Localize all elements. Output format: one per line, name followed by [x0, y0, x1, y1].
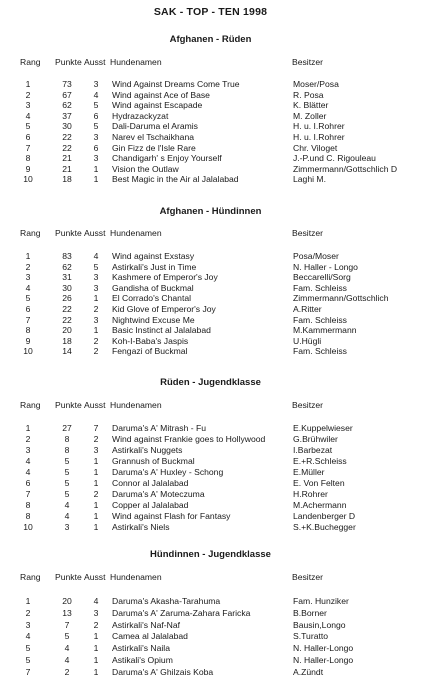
- table-row: [0, 596, 421, 607]
- cell-besitzer: S.Turatto: [293, 631, 329, 642]
- cell-besitzer: A.Zündt: [293, 666, 324, 677]
- cell-punkte: 4: [64, 643, 70, 654]
- cell-besitzer: Fam. Hunziker: [293, 596, 349, 606]
- section-title: Afghanen - Hündinnen: [159, 206, 262, 217]
- cell-besitzer: Zimmermann/Gottschlich: [293, 293, 389, 304]
- cell-besitzer: E. Von Felten: [293, 478, 345, 488]
- table-row: [0, 132, 421, 143]
- cell-besitzer: Fam. Schleiss: [293, 314, 347, 325]
- cell-name: Basic Instinct al Jalalabad: [112, 325, 211, 336]
- cell-ausst: 2: [93, 346, 99, 357]
- cell-besitzer: M.Achermann: [293, 500, 347, 510]
- header-punkte: Punkte: [55, 228, 82, 238]
- cell-name: Astirkali's Nuggets: [112, 445, 183, 455]
- cell-besitzer: H.Rohrer: [293, 489, 328, 499]
- cell-ausst: 3: [93, 607, 99, 618]
- cell-rang: 8: [25, 500, 31, 510]
- cell-ausst: 2: [93, 304, 99, 314]
- cell-punkte: 22: [62, 142, 72, 153]
- cell-rang: 9: [25, 335, 31, 346]
- table-row: [0, 153, 421, 164]
- header-ausst: Ausst: [84, 572, 106, 582]
- cell-ausst: 1: [93, 325, 99, 336]
- cell-name: Astirkali's Naf-Naf: [112, 619, 181, 630]
- cell-name: Narev el Tschaikhana: [112, 132, 195, 142]
- cell-ausst: 1: [93, 163, 99, 174]
- table-row: [0, 251, 421, 262]
- header-rang: Rang: [20, 400, 41, 410]
- table-row: [0, 325, 421, 336]
- cell-besitzer: Bausin,Longo: [293, 619, 346, 630]
- cell-punkte: 21: [62, 163, 72, 174]
- cell-name: Daruma's A' Zaruma-Zahara Faricka: [112, 607, 251, 618]
- cell-rang: 6: [25, 478, 31, 488]
- cell-name: Chandigarh' s Enjoy Yourself: [112, 153, 222, 164]
- cell-punkte: 13: [62, 607, 72, 618]
- table-row: [0, 346, 421, 357]
- cell-name: Vision the Outlaw: [112, 163, 179, 174]
- cell-rang: 2: [25, 434, 31, 444]
- cell-ausst: 5: [93, 121, 99, 132]
- header-punkte: Punkte: [55, 400, 82, 410]
- cell-punkte: 62: [62, 261, 72, 272]
- cell-rang: 7: [25, 666, 31, 677]
- cell-rang: 7: [25, 314, 31, 325]
- cell-besitzer: Posa/Moser: [293, 251, 339, 261]
- cell-ausst: 5: [93, 100, 99, 111]
- table-row: [0, 121, 421, 132]
- cell-punkte: 4: [64, 500, 70, 510]
- cell-ausst: 1: [93, 456, 99, 466]
- cell-name: Gandisha of Buckmal: [112, 282, 194, 293]
- header-name: Hundenamen: [110, 57, 162, 67]
- cell-rang: 10: [23, 174, 33, 185]
- cell-rang: 7: [25, 142, 31, 153]
- cell-name: Fengazi of Buckmal: [112, 346, 188, 357]
- cell-ausst: 4: [93, 89, 99, 100]
- cell-rang: 3: [25, 272, 31, 283]
- table-row: [0, 164, 421, 175]
- cell-besitzer: A.Ritter: [293, 304, 322, 314]
- cell-ausst: 1: [93, 643, 99, 654]
- cell-name: Wind against Ace of Base: [112, 89, 210, 100]
- cell-ausst: 3: [93, 282, 99, 293]
- cell-ausst: 1: [93, 522, 99, 532]
- section-title: Afghanen - Rüden: [169, 34, 252, 45]
- cell-ausst: 1: [93, 666, 99, 677]
- cell-punkte: 18: [62, 335, 72, 346]
- cell-besitzer: Zimmermann/Gottschlich D: [293, 163, 398, 174]
- section-title: Rüden - Jugendklasse: [160, 377, 261, 388]
- cell-ausst: 1: [93, 478, 99, 488]
- cell-punkte: 67: [62, 89, 72, 100]
- cell-name: Daruma's Akasha-Tarahuma: [112, 596, 221, 606]
- cell-besitzer: S.+K.Buchegger: [293, 522, 356, 532]
- table-row: [0, 174, 421, 185]
- header-rang: Rang: [20, 57, 41, 67]
- cell-name: Dali-Daruma el Aramis: [112, 121, 198, 132]
- cell-rang: 4: [25, 467, 31, 477]
- cell-besitzer: N. Haller-Longo: [293, 643, 354, 654]
- table-row: [0, 272, 421, 283]
- table-row: [0, 643, 421, 654]
- cell-rang: 3: [25, 619, 31, 630]
- cell-punkte: 73: [62, 79, 72, 89]
- cell-ausst: 4: [93, 251, 99, 261]
- cell-rang: 1: [25, 423, 31, 433]
- table-row: [0, 445, 421, 456]
- cell-punkte: 8: [64, 445, 70, 455]
- cell-ausst: 2: [93, 619, 99, 630]
- table-row: [0, 79, 421, 90]
- table-row: [0, 336, 421, 347]
- cell-besitzer: Beccarelli/Sorg: [293, 272, 351, 283]
- cell-name: Wind against Escapade: [112, 100, 203, 111]
- cell-ausst: 1: [93, 467, 99, 477]
- table-row: [0, 631, 421, 642]
- table-row: [0, 620, 421, 631]
- cell-punkte: 22: [62, 132, 72, 142]
- cell-besitzer: E.+R.Schleiss: [293, 456, 347, 466]
- cell-rang: 5: [25, 643, 31, 654]
- cell-ausst: 4: [93, 596, 99, 606]
- cell-besitzer: M. Zoller: [293, 110, 327, 121]
- cell-punkte: 3: [64, 522, 70, 532]
- cell-rang: 5: [25, 121, 31, 132]
- table-row: [0, 522, 421, 533]
- cell-ausst: 5: [93, 261, 99, 272]
- table-row: [0, 511, 421, 522]
- cell-besitzer: H. u. I.Rohrer: [293, 121, 345, 132]
- cell-punkte: 20: [62, 325, 72, 336]
- cell-besitzer: G.Brühwiler: [293, 434, 338, 444]
- table-row: [0, 100, 421, 111]
- cell-ausst: 6: [93, 142, 99, 153]
- cell-besitzer: I.Barbezat: [293, 445, 333, 455]
- cell-name: Wind against Frankie goes to Hollywood: [112, 434, 266, 444]
- cell-ausst: 3: [93, 445, 99, 455]
- cell-name: Hydrazackyzat: [112, 110, 169, 121]
- cell-name: Camea al Jalalabad: [112, 631, 188, 642]
- cell-punkte: 5: [64, 467, 70, 477]
- cell-punkte: 27: [62, 423, 72, 433]
- cell-punkte: 5: [64, 631, 70, 642]
- table-row: [0, 304, 421, 315]
- cell-rang: 5: [25, 293, 31, 304]
- table-row: [0, 655, 421, 666]
- cell-rang: 6: [25, 132, 31, 142]
- table-row: [0, 262, 421, 273]
- cell-ausst: 3: [93, 314, 99, 325]
- cell-name: Astikali's Opium: [112, 655, 173, 665]
- section-title: Hündinnen - Jugendklasse: [150, 549, 271, 560]
- cell-punkte: 22: [62, 304, 72, 314]
- cell-punkte: 4: [64, 655, 70, 665]
- cell-rang: 6: [25, 304, 31, 314]
- cell-ausst: 1: [93, 655, 99, 665]
- cell-besitzer: Moser/Posa: [293, 79, 339, 89]
- header-ausst: Ausst: [84, 400, 106, 410]
- cell-name: Daruma's A' Ghilzais Koba: [112, 666, 214, 677]
- cell-name: Copper al Jalalabad: [112, 500, 189, 510]
- cell-rang: 4: [25, 110, 31, 121]
- table-row: [0, 90, 421, 101]
- cell-rang: 2: [25, 607, 31, 618]
- cell-name: Best Magic in the Air al Jalalabad: [112, 174, 239, 185]
- cell-ausst: 2: [93, 335, 99, 346]
- cell-ausst: 2: [93, 489, 99, 499]
- cell-rang: 4: [25, 456, 31, 466]
- cell-ausst: 1: [93, 511, 99, 521]
- cell-ausst: 1: [93, 500, 99, 510]
- cell-punkte: 5: [64, 456, 70, 466]
- cell-ausst: 1: [93, 174, 99, 185]
- cell-punkte: 83: [62, 251, 72, 261]
- cell-name: Daruma's A' Mitrash - Fu: [112, 423, 207, 433]
- cell-punkte: 30: [62, 282, 72, 293]
- cell-rang: 2: [25, 261, 31, 272]
- cell-ausst: 6: [93, 110, 99, 121]
- cell-besitzer: M.Kammermann: [293, 325, 357, 336]
- cell-besitzer: E.Müller: [293, 467, 325, 477]
- cell-punkte: 37: [62, 110, 72, 121]
- cell-besitzer: N. Haller - Longo: [293, 261, 358, 272]
- page-title: SAK - TOP - TEN 1998: [153, 6, 268, 18]
- cell-ausst: 3: [93, 132, 99, 142]
- cell-rang: 10: [23, 346, 33, 357]
- cell-punkte: 7: [64, 619, 70, 630]
- table-header: [0, 57, 421, 68]
- cell-besitzer: J.-P.und C. Rigouleau: [293, 153, 376, 164]
- table-row: [0, 667, 421, 678]
- cell-name: Connor al Jalalabad: [112, 478, 189, 488]
- cell-ausst: 1: [93, 293, 99, 304]
- header-name: Hundenamen: [110, 228, 162, 238]
- table-header: [0, 400, 421, 411]
- header-punkte: Punkte: [55, 572, 82, 582]
- cell-besitzer: N. Haller-Longo: [293, 655, 354, 665]
- cell-besitzer: Chr. Viloget: [293, 142, 338, 153]
- table-header: [0, 228, 421, 239]
- header-ausst: Ausst: [84, 228, 106, 238]
- cell-punkte: 8: [64, 434, 70, 444]
- cell-punkte: 22: [62, 314, 72, 325]
- cell-punkte: 5: [64, 489, 70, 499]
- header-besitzer: Besitzer: [292, 57, 324, 67]
- cell-name: Wind against Exstasy: [112, 251, 195, 261]
- cell-name: Gin Fizz de l'Isle Rare: [112, 142, 196, 153]
- cell-name: Wind against Flash for Fantasy: [112, 511, 231, 521]
- cell-name: Astirkali's Naila: [112, 643, 170, 654]
- header-name: Hundenamen: [110, 572, 162, 582]
- cell-ausst: 3: [93, 153, 99, 164]
- cell-besitzer: B.Borner: [293, 607, 327, 618]
- table-header: [0, 572, 421, 583]
- cell-name: Kashmere of Emperor's Joy: [112, 272, 218, 283]
- table-row: [0, 143, 421, 154]
- cell-punkte: 21: [62, 153, 72, 164]
- cell-rang: 4: [25, 631, 31, 642]
- cell-rang: 4: [25, 282, 31, 293]
- cell-besitzer: R. Posa: [293, 89, 324, 100]
- cell-ausst: 2: [93, 434, 99, 444]
- table-row: [0, 423, 421, 434]
- table-row: [0, 283, 421, 294]
- table-row: [0, 293, 421, 304]
- cell-name: Grannush of Buckmal: [112, 456, 195, 466]
- header-besitzer: Besitzer: [292, 400, 324, 410]
- cell-rang: 10: [23, 522, 33, 532]
- header-besitzer: Besitzer: [292, 572, 324, 582]
- cell-ausst: 3: [93, 272, 99, 283]
- cell-besitzer: E.Kuppelwieser: [293, 423, 353, 433]
- header-punkte: Punkte: [55, 57, 82, 67]
- cell-punkte: 2: [64, 666, 70, 677]
- header-ausst: Ausst: [84, 57, 106, 67]
- cell-besitzer: Fam. Schleiss: [293, 282, 347, 293]
- cell-name: Daruma's A' Moteczuma: [112, 489, 205, 499]
- cell-name: Astirkali's Just in Time: [112, 261, 197, 272]
- cell-punkte: 26: [62, 293, 72, 304]
- cell-punkte: 31: [62, 272, 72, 283]
- cell-punkte: 14: [62, 346, 72, 357]
- cell-punkte: 20: [62, 596, 72, 606]
- cell-rang: 2: [25, 89, 31, 100]
- cell-ausst: 1: [93, 631, 99, 642]
- cell-besitzer: K. Blätter: [293, 100, 329, 111]
- table-row: [0, 456, 421, 467]
- cell-rang: 1: [25, 596, 31, 606]
- cell-name: Kid Glove of Emperor's Joy: [112, 304, 216, 314]
- table-row: [0, 434, 421, 445]
- cell-rang: 5: [25, 655, 31, 665]
- cell-name: Koh-I-Baba's Jaspis: [112, 335, 189, 346]
- table-row: [0, 608, 421, 619]
- cell-rang: 8: [25, 325, 31, 336]
- cell-rang: 8: [25, 511, 31, 521]
- cell-besitzer: Fam. Schleiss: [293, 346, 347, 357]
- cell-name: El Corrado's Chantal: [112, 293, 192, 304]
- cell-rang: 1: [25, 79, 31, 89]
- cell-name: Nightwind Excuse Me: [112, 314, 195, 325]
- cell-punkte: 30: [62, 121, 72, 132]
- header-besitzer: Besitzer: [292, 228, 324, 238]
- cell-rang: 1: [25, 251, 31, 261]
- cell-name: Wind Against Dreams Come True: [112, 79, 240, 89]
- cell-punkte: 5: [64, 478, 70, 488]
- cell-rang: 8: [25, 153, 31, 164]
- cell-rang: 3: [25, 100, 31, 111]
- header-rang: Rang: [20, 228, 41, 238]
- cell-besitzer: H. u. I.Rohrer: [293, 132, 345, 142]
- cell-ausst: 7: [93, 423, 99, 433]
- header-name: Hundenamen: [110, 400, 162, 410]
- cell-name: Daruma's A' Huxley - Schong: [112, 467, 224, 477]
- table-row: [0, 500, 421, 511]
- header-rang: Rang: [20, 572, 41, 582]
- cell-punkte: 4: [64, 511, 70, 521]
- cell-besitzer: Laghi M.: [293, 174, 326, 185]
- table-row: [0, 467, 421, 478]
- cell-punkte: 62: [62, 100, 72, 111]
- table-row: [0, 478, 421, 489]
- cell-besitzer: U.Hügli: [293, 335, 322, 346]
- table-row: [0, 489, 421, 500]
- table-row: [0, 315, 421, 326]
- cell-name: Astirkali's Niels: [112, 522, 170, 532]
- cell-punkte: 18: [62, 174, 72, 185]
- cell-rang: 7: [25, 489, 31, 499]
- cell-rang: 9: [25, 163, 31, 174]
- cell-besitzer: Landenberger D: [293, 511, 356, 521]
- cell-ausst: 3: [93, 79, 99, 89]
- table-row: [0, 111, 421, 122]
- cell-rang: 3: [25, 445, 31, 455]
